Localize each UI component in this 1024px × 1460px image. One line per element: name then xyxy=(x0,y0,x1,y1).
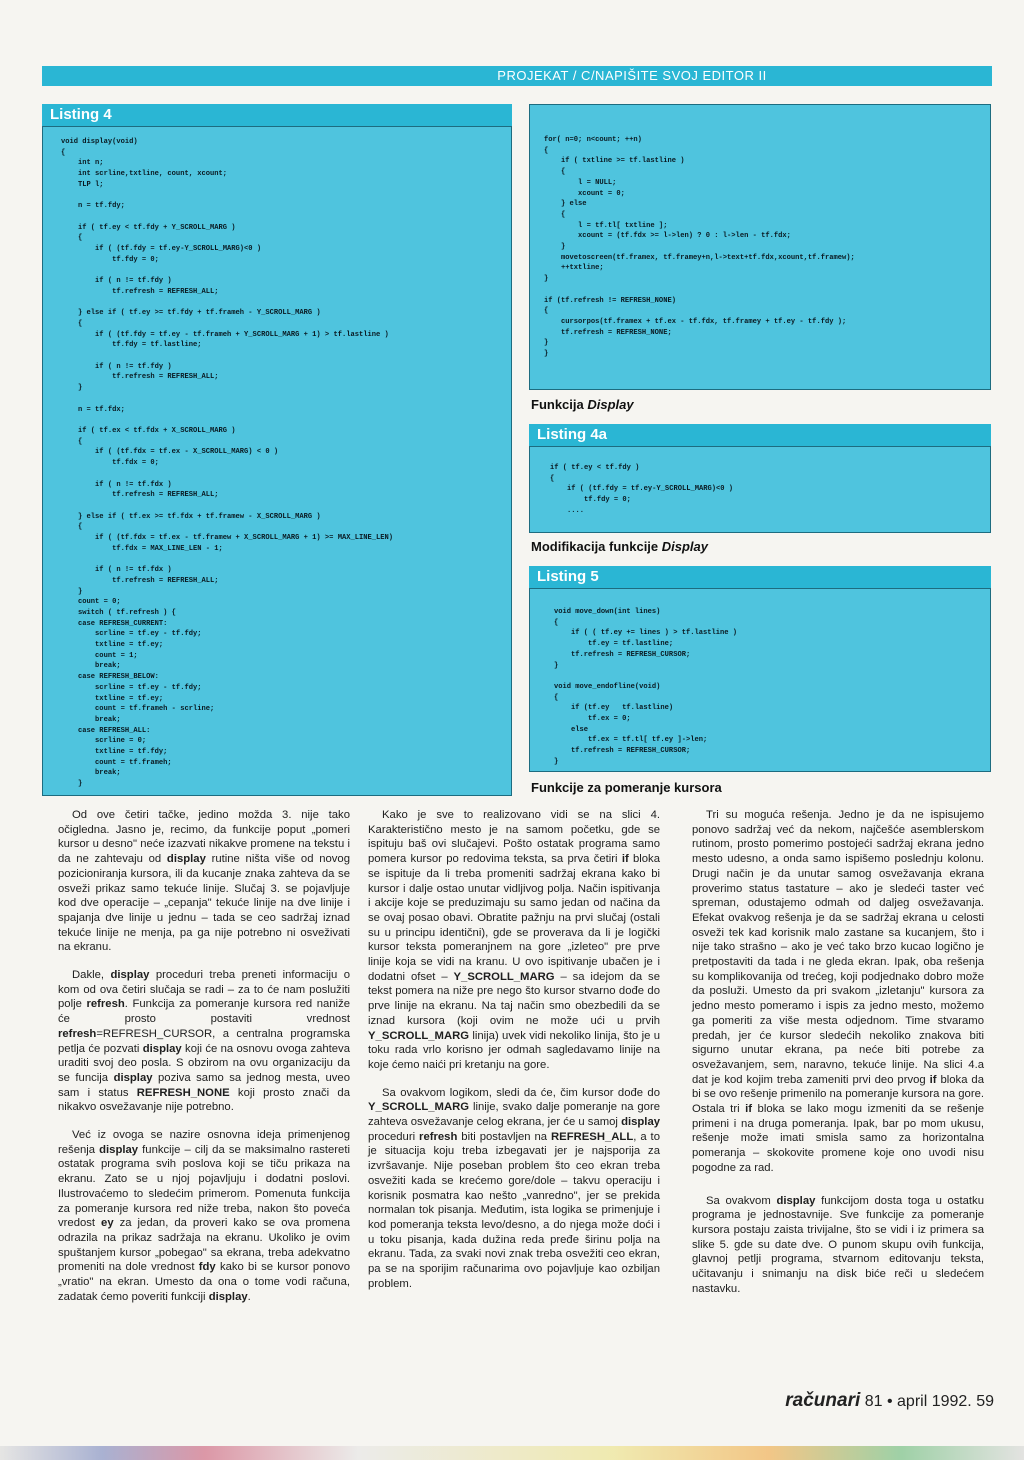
paragraph-1: Od ove četiri tačke, jedino možda 3. nije tako očigledna. Jasno je, recimo, da funkcije poput „pomeri kursor u desno" neće izazvati nikakve promene na tekstu i da ne zahtevaju od display rutine ništa više od novog pozicioniranja kursora, ili da kucanje znaka zahteva da se osveži prikaz samo tekuće linije. Slučaj 3. se pojavljuje kod dve operacije – „cepanja" tekuće linije na dve linije i spajanja dve linije u jednu – tada se ceo sadržaj iznad tekuće linije ne menja, pa ga nije potrebno ni osveživati na ekranu. xyxy=(58,809,350,954)
bold-term: if xyxy=(621,853,629,866)
caption-cursor-functions: Funkcije za pomeranje kursora xyxy=(531,780,722,795)
issue-number: 81 xyxy=(864,1393,883,1410)
listing-5-code-box xyxy=(529,588,991,772)
bold-term: fdy xyxy=(198,1261,216,1274)
bold-term: Y_SCROLL_MARG xyxy=(368,1029,470,1042)
print-color-strip xyxy=(0,1446,1024,1460)
magazine-name: računari xyxy=(785,1390,861,1411)
page-footer xyxy=(785,1390,994,1412)
bold-term: display xyxy=(621,1116,661,1129)
listing-5-label: Listing 5 xyxy=(529,566,991,588)
bold-term: refresh xyxy=(86,998,125,1011)
caption-modification: Modifikacija funkcije Display xyxy=(531,539,709,554)
bold-term: REFRESH_NONE xyxy=(136,1086,230,1099)
bold-term: display xyxy=(208,1290,248,1303)
listing-4-code-box xyxy=(42,126,512,796)
bold-term: Y_SCROLL_MARG xyxy=(453,970,555,983)
article-column-2 xyxy=(368,808,660,1305)
bold-term: if xyxy=(929,1073,937,1086)
listing-4-code: void display(void) { int n; int scrline,txtline, count, xcount; TLP l; n = tf.fdy; if ( tf.ey < tf.fdy + Y_SCROLL_MARG ) { if ( (tf.fdy = tf.ey-Y_SCROLL_MARG)<0 ) tf.fdy = 0; if ( n != tf.fdy ) tf.refresh = REFRESH_ALL; } else if ( tf.ey >= tf.fdy + tf.frameh - Y_SCROLL_MARG ) { if ( (tf.fdy = tf.ey - tf.frameh + Y_SCROLL_MARG + 1) > tf.lastline ) tf.fdy = tf.lastline; if ( n != tf.fdy ) tf.refresh = REFRESH_ALL; } n = tf.fdx; if ( tf.ex < tf.fdx + X_SCROLL_MARG ) { if ( (tf.fdx = tf.ex - X_SCROLL_MARG) < 0 ) tf.fdx = 0; if ( n != tf.fdx ) tf.refresh = REFRESH_ALL; } else if ( tf.ex >= tf.fdx + tf.framew - X_SCROLL_MARG ) { if ( (tf.fdx = tf.ex - tf.framew + X_SCROLL_MARG + 1) >= MAX_LINE_LEN) tf.fdx = MAX_LINE_LEN - 1; if ( n != tf.fdx ) tf.refresh = REFRESH_ALL; } count = 0; switch ( tf.refresh ) { case REFRESH_CURRENT: scrline = tf.ey - tf.fdy; txtline = tf.ey; count = 1; break; case REFRESH_BELOW: scrline = tf.ey - tf.fdy; txtline = tf.ey; count = tf.frameh - scrline; break; case REFRESH_ALL: scrline = 0; txtline = tf.fdy; count = tf.frameh; break; } xyxy=(61,138,394,789)
page-banner xyxy=(42,66,992,86)
bold-term: display xyxy=(142,1042,182,1055)
bold-term: refresh xyxy=(58,1027,97,1040)
listing-4-continued-box xyxy=(529,104,991,390)
footer-bullet: • xyxy=(886,1393,893,1410)
listing-4a-code-box xyxy=(529,446,991,533)
paragraph-6: Tri su moguća rešenja. Jedno je da ne ispisujemo ponovo sadržaj već da nekom, najčešće asemblerskom rutinom, prosto pomerimo postojeći sadržaj ekrana jedno mesto udesno, a onda samo ispišemo poslednju kolonu. Drugi način je da unutar samog osvežavanja ekrana proverimo status tastature – ako je sledeći taster već spreman, odustajemo odmah od daljeg osvežavanja. Efekat ovakvog rešenja je da se sadržaj ekrana u celosti osveži tek kad korisnik malo zastane sa kucanjem, što i nije tako strašno – ako je već tako brzo kucao logično je pretpostaviti da tada i ne gleda ekran. Ipak, oba rešenja su komplikovanija od trećeg, koji podjednako dobro može da posluži. Umesto da pri svakom „izletanju" kursora za jedno mesto pomeramo i ispis za jedno mesto, možemo ga pomeriti za više mesta odjednom. Time stvaramo predah, jer će kursor sledećih nekoliko znakova biti sigurno unutar ekrana, pa neće biti potrebe za osvežavanjem, sem, naravno, tekuće linije. Na slici 4.a dat je kod kojim treba zameniti prvi deo prvog if bloka da bi se ovo rešenje primenilo na pomeranje kursora na gore. Ostala tri if bloka se lako mogu izmeniti da se rešenje primeni i na druga pomeranja. Ipak, bar po mom ukusu, rešenje može imati smisla samo za horizontalna pomeranja – skokovite promene koje ono uvodi nisu pogodne za rad. xyxy=(692,809,985,1174)
bold-term: display xyxy=(99,1143,139,1156)
bold-term: refresh xyxy=(419,1130,458,1143)
listing-4-continued-code: for( n=0; n<count; ++n) { if ( txtline >= tf.lastline ) { l = NULL; xcount = 0; } else { l = tf.tl[ txtline ]; xcount = (tf.fdx >= l->len) ? 0 : l->len - tf.fdx; } movetoscreen(tf.framex, tf.framey+n,l->text+tf.fdx,xcount,tf.framew); ++txtline; } if (tf.refresh != REFRESH_NONE) { cursorpos(tf.framex + tf.ex - tf.fdx, tf.framey + tf.ey - tf.fdy ); tf.refresh = REFRESH_NONE; } } xyxy=(544,136,855,359)
listing-4a-label: Listing 4a xyxy=(529,424,991,446)
banner-title: PROJEKAT / C/NAPIŠITE SVOJ EDITOR II xyxy=(497,68,767,83)
paragraph-5: Sa ovakvom logikom, sledi da će, čim kursor dođe do Y_SCROLL_MARG linije, svako dalje pomeranje na gore zahteva osvežavanje celog ekrana, jer će u samoj display proceduri refresh biti postavljen na REFRESH_ALL, a to je situacija koju treba izbegavati jer je najsporija za izvršavanje. Nije poseban problem što ceo ekran treba osvežiti kada se krećemo gore/dole – takvu operaciju i korisnik posmatra kao nešto „vanredno", jer se prekida normalan tok pisanja. Međutim, ista logika se primenjuje i kod pomeranja teksta levo/desno, a do njega može doći i u toku pisanja, kada dužina reda pređe širinu polja na ekranu. Tada, za svaki novi znak treba osvežiti ceo ekran, pa se na sporijim računarima ovo pojavljuje kao ozbiljan problem. xyxy=(368,1086,661,1290)
article-column-1 xyxy=(58,808,350,1318)
paragraph-7: Sa ovakvom display funkcijom dosta toga u ostatku programa je jednostavnije. Sve funkcije za pomeranje kursora postaju zaista trivijalne, što se vidi i iz primera sa slike 5. gde su date dve. O punom skupu ovih funkcija, glavnoj petlji programa, stvarnom editovanju teksta, učitavanju i snimanju na disk biće reči u sledećem nastavku. xyxy=(692,1194,984,1295)
issue-date: april 1992. xyxy=(897,1393,972,1410)
bold-term: ey xyxy=(101,1217,114,1230)
caption-display: Funkcija Display xyxy=(531,397,634,412)
paragraph-3: Već iz ovoga se nazire osnovna ideja primenjenog rešenja display funkcije – cilj da se maksimalno rastereti ostatak programa svih poslova koji se tiču prikaza na ekranu. Zato se u njoj pojavljuju i dodatni poslovi. Ilustrovaćemo to sledećim primerom. Pomenuta funkcija za pomeranje kursora red niže treba, nakon što poveća vredost ey za jedan, da proveri kako se ova promena odrazila na prikaz sadržaja na ekranu. Ukoliko je ovim spuštanjem kursor „pobegao" sa ekrana, treba adekvatno promeniti na dole vrednost fdy kako bi se kursor ponovo „vratio" na ekran. Umesto da ona o tome vodi računa, zadatak ćemo poveriti funkciji display. xyxy=(58,1129,350,1303)
bold-term: display xyxy=(776,1194,816,1207)
bold-term: REFRESH_ALL xyxy=(551,1130,634,1143)
listing-5-code: void move_down(int lines) { if ( ( tf.ey += lines ) > tf.lastline ) tf.ey = tf.lastline; tf.refresh = REFRESH_CURSOR; } void move_endofline(void) { if (tf.ey tf.lastline) tf.ex = 0; else tf.ex = tf.tl[ tf.ey ]->len; tf.refresh = REFRESH_CURSOR; } xyxy=(554,608,738,766)
article-column-3 xyxy=(692,808,984,1310)
bold-term: display xyxy=(113,1071,153,1084)
bold-term: Y_SCROLL_MARG xyxy=(368,1101,470,1114)
listing-4-label: Listing 4 xyxy=(42,104,512,126)
paragraph-2: Dakle, display proceduri treba preneti informaciju o kom od ova četiri slučaja se radi – za to će nam poslužiti polje refresh. Funkcija za pomeranje kursora red naniže će prosto postaviti vrednost refresh=REFRESH_CURSOR, a centralna programska petlja će pozvati display koji će na osnovu ovoga zahteva uraditi svoj deo posla. S obzirom na ovu organizaciju da se funcija display poziva samo sa jednog mesta, uveo sam i status REFRESH_NONE koji prosto znači da nikakvo osvežavanje nije potrebno. xyxy=(58,969,350,1114)
bold-term: display xyxy=(110,969,150,982)
page-number: 59 xyxy=(976,1393,994,1410)
bold-term: if xyxy=(745,1103,753,1116)
listing-4a-code: if ( tf.ey < tf.fdy ) { if ( (tf.fdy = tf.ey-Y_SCROLL_MARG)<0 ) tf.fdy = 0; .... xyxy=(550,464,734,515)
bold-term: display xyxy=(166,853,206,866)
paragraph-4: Kako je sve to realizovano vidi se na slici 4. Karakteristično mesto je na samom početku, gde se ispituju baš ovi slučajevi. Pošto ostatak programa samo pomera kursor po redovima teksta, sa prva četiri if bloka se ispituje da li treba promeniti sadržaj ekrana kako bi kursor i dalje ostao unutar vidljivog polja. Način ispitivanja i akcije koje se preduzimaju su samo jedan od načina da se ovaj posao obavi. Obratite pažnju na prvi slučaj (ostali su u principu identični), gde se proverava da li je logički kursor teksta pomeranjnem na gore „izleteo" pre prve linije koja se vidi na kranu. U ovo ispitivanje ubačen je i dodatni ofset – Y_SCROLL_MARG – sa idejom da se tekst pomera na niže pre nego što kursor stvarno dođe do prve linije na ekranu. Na taj način smo obezbedili da se iznad kursora (koji ovim ne može ući u prvih Y_SCROLL_MARG linija) uvek vidi nekoliko linija, što je u toku rada vrlo korisno jer odmah sagledavamo linije na koje ćemo naići pri kretanju na gore. xyxy=(368,809,660,1071)
